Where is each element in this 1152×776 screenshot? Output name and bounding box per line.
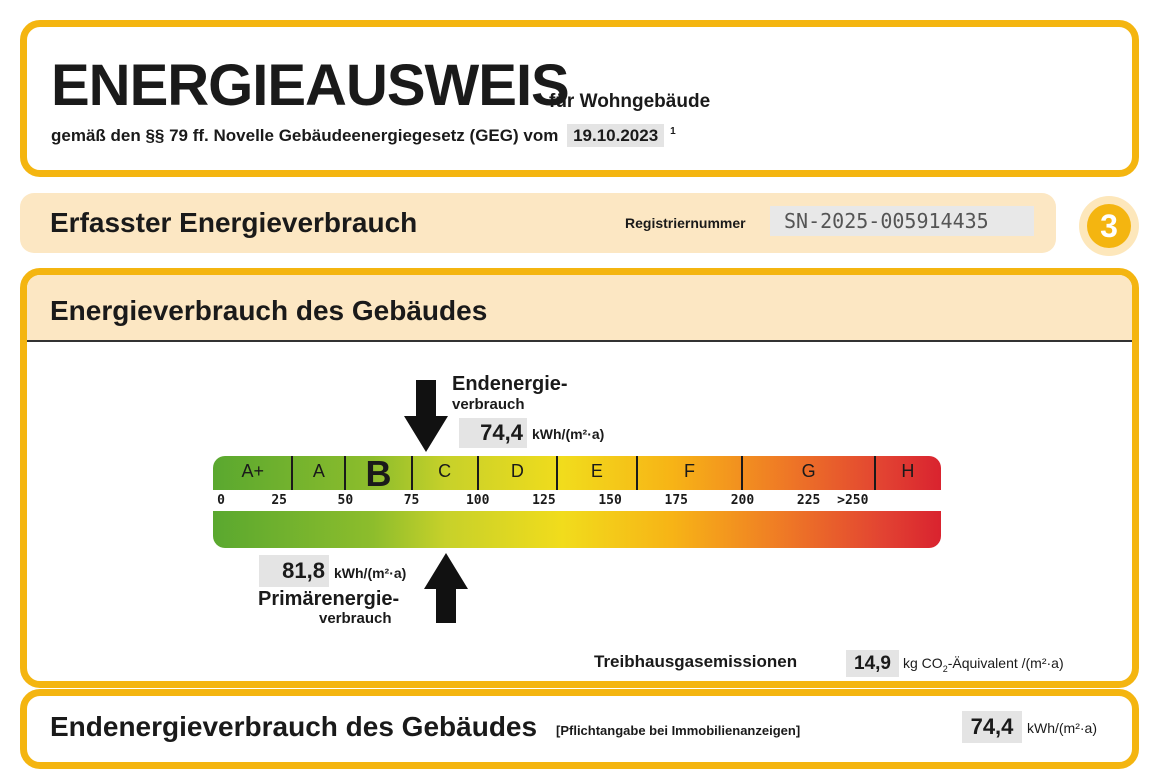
footer-unit: kWh/(m²·a) (1027, 720, 1097, 736)
scale-bar-bottom (213, 511, 941, 548)
footer-value: 74,4 (962, 711, 1022, 743)
class-label: F (684, 461, 695, 481)
class-label: D (510, 461, 524, 481)
emissions-label: Treibhausgasemissionen (594, 652, 798, 671)
class-label: E (590, 461, 603, 481)
tick-label: 50 (337, 493, 354, 508)
section-title: Erfasster Energieverbrauch (50, 207, 418, 238)
primaerenergie-arrow-icon (424, 553, 468, 623)
tick-label: 100 (465, 493, 490, 508)
panel-header (27, 275, 1132, 342)
law-text: gemäß den §§ 79 ff. Novelle Gebäudeenergiegesetz (GEG) vom (51, 126, 559, 145)
registration-number: SN-2025-005914435 (770, 206, 1034, 236)
class-label: C (438, 461, 452, 481)
tick-label: 225 (796, 493, 821, 508)
class-separator (411, 456, 413, 490)
step-badge (1079, 196, 1139, 256)
law-reference (51, 126, 676, 146)
primaerenergie-label: Primärenergie- (258, 588, 400, 610)
endenergie-arrow-icon (404, 380, 448, 452)
class-separator (344, 456, 346, 490)
class-label: B (365, 453, 392, 494)
tick-label: 0 (217, 493, 225, 508)
tick-label: 175 (664, 493, 689, 508)
class-separator (291, 456, 293, 490)
emissions-unit: kg $CO_2$-Äquivalent /(m²·a) (903, 655, 1064, 674)
step-number: 3 (1087, 204, 1131, 248)
class-separator (741, 456, 743, 490)
footer-title: Endenergieverbrauch des Gebäudes (50, 711, 538, 742)
class-label: A+ (241, 461, 264, 481)
endenergie-value: 74,4 (459, 418, 527, 448)
class-separator (636, 456, 638, 490)
class-separator (874, 456, 876, 490)
primaerenergie-value: 81,8 (259, 555, 329, 587)
panel-title: Energieverbrauch des Gebäudes (50, 295, 488, 326)
footer-note: [Pflichtangabe bei Immobilienanzeigen] (556, 723, 801, 738)
section-bar (20, 193, 1056, 253)
tick-label: >250 (837, 493, 869, 508)
tick-label: 125 (532, 493, 556, 508)
primaerenergie-unit: kWh/(m²·a) (334, 565, 407, 581)
class-label: A (312, 461, 325, 481)
endenergie-label: Endenergie- (452, 373, 568, 395)
footnote-marker: 1 (670, 126, 676, 138)
class-separator (556, 456, 558, 490)
class-separator (477, 456, 479, 490)
document-subtitle: für Wohngebäude (549, 91, 711, 112)
tick-label: 25 (271, 493, 287, 508)
endenergie-label-2: verbrauch (452, 396, 525, 413)
primaerenergie-label-2: verbrauch (319, 610, 392, 627)
tick-label: 75 (403, 493, 420, 508)
header-box (20, 20, 1139, 177)
law-date: 19.10.2023 (567, 124, 664, 147)
class-label: G (801, 461, 816, 481)
footer-box (20, 689, 1139, 769)
emissions-value: 14,9 (846, 650, 899, 677)
endenergie-unit: kWh/(m²·a) (532, 426, 605, 442)
energy-scale (213, 453, 941, 548)
tick-label: 200 (730, 493, 755, 508)
registration-label: Registriernummer (625, 215, 746, 231)
tick-label: 150 (598, 493, 622, 508)
class-label: H (901, 461, 915, 481)
document-title: ENERGIEAUSWEIS (51, 53, 569, 118)
